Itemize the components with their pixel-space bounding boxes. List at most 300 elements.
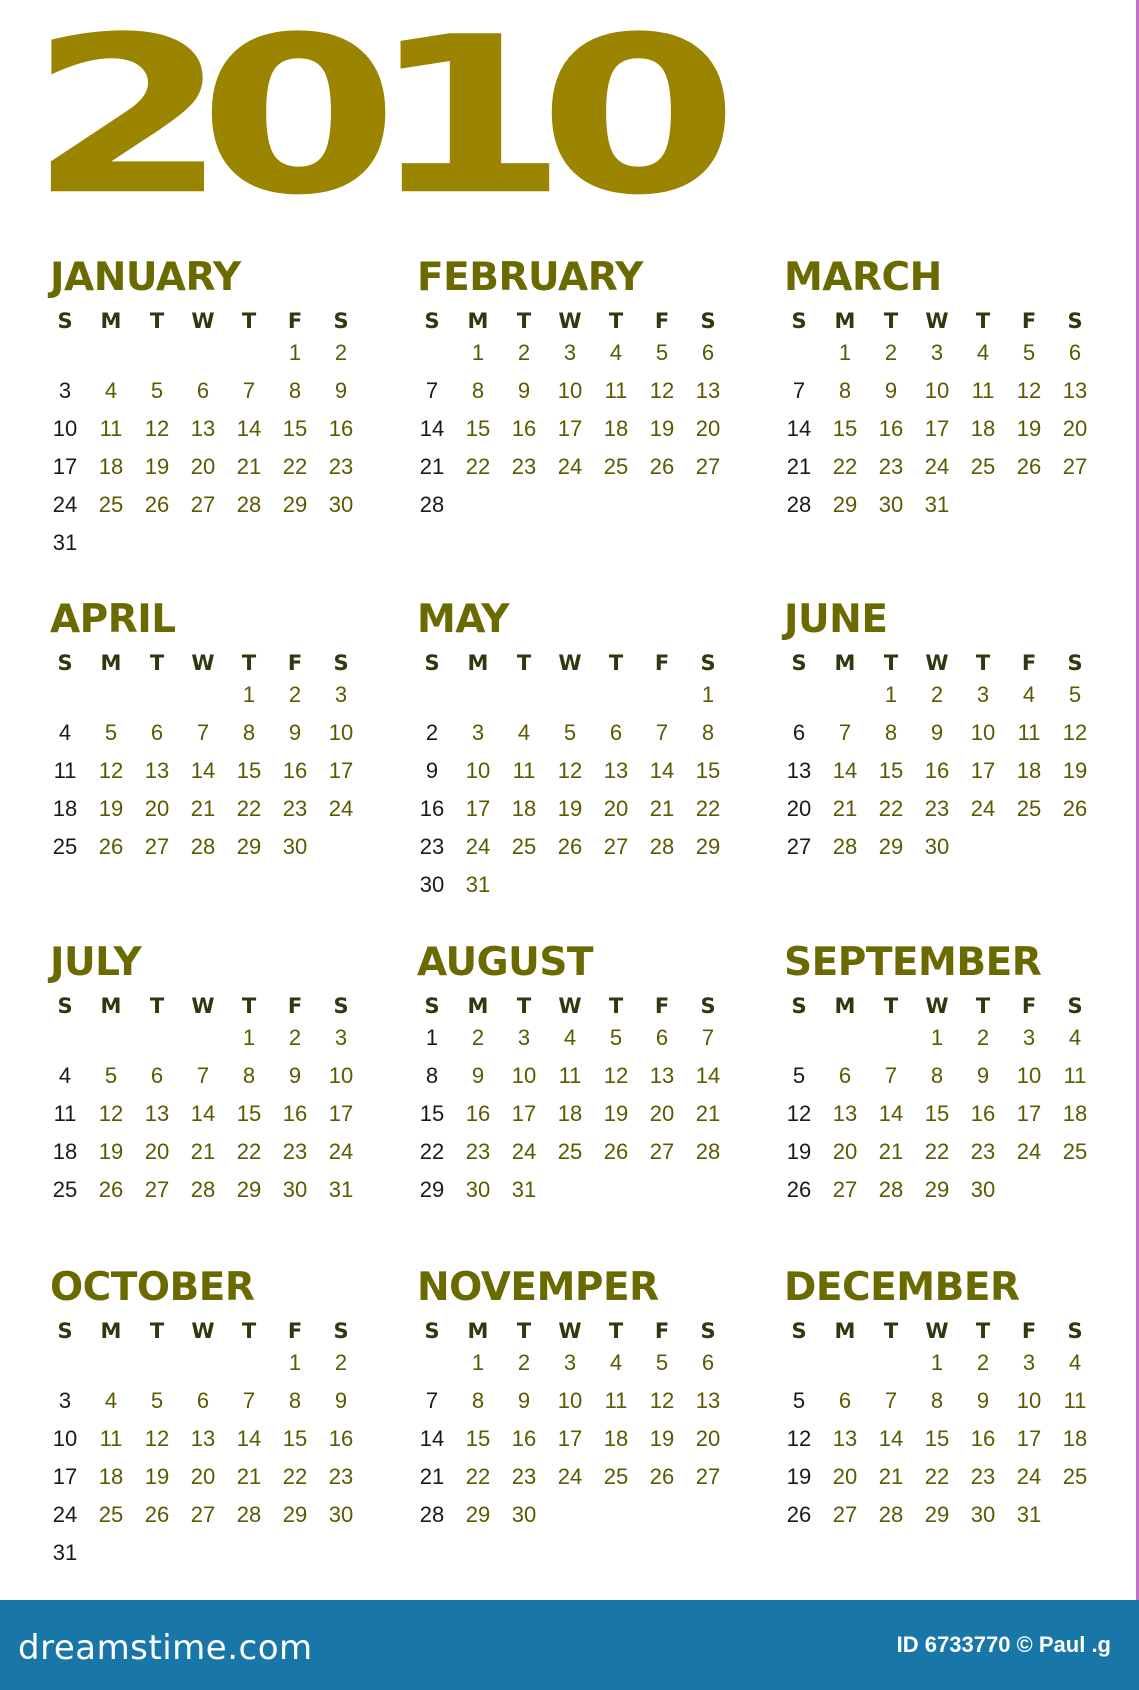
weekday-header: S: [791, 1319, 807, 1343]
day-cell: 12: [144, 416, 170, 441]
day-cell: 16: [970, 1101, 996, 1126]
weekday-header: S: [333, 309, 349, 333]
weekday-header: T: [883, 651, 899, 675]
day-cell: 17: [52, 454, 78, 479]
day-cell: 12: [649, 378, 675, 403]
day-cell: 25: [511, 834, 537, 859]
weekday-header: S: [700, 651, 716, 675]
day-cell: 18: [98, 1464, 124, 1489]
day-cell: 4: [1068, 1350, 1082, 1375]
day-cell: 10: [924, 378, 950, 403]
day-cell: 25: [98, 492, 124, 517]
weekday-header: M: [467, 309, 489, 333]
day-cell: 26: [144, 492, 170, 517]
day-cell: 26: [144, 1502, 170, 1527]
day-cell: 2: [425, 720, 439, 745]
day-cell: 15: [282, 1426, 308, 1451]
day-cell: 10: [557, 378, 583, 403]
day-cell: 23: [878, 454, 904, 479]
day-cell: 1: [242, 682, 256, 707]
weekday-header: W: [191, 1319, 215, 1343]
day-cell: 25: [52, 1177, 78, 1202]
month-name: JULY: [50, 940, 142, 985]
day-cell: 14: [419, 416, 445, 441]
day-cell: 26: [1062, 796, 1088, 821]
day-cell: 14: [695, 1063, 721, 1088]
day-cell: 9: [884, 378, 898, 403]
day-cell: 3: [58, 1388, 72, 1413]
day-cell: 2: [334, 1350, 348, 1375]
day-cell: 13: [832, 1101, 858, 1126]
day-cell: 25: [603, 1464, 629, 1489]
day-cell: 28: [878, 1502, 904, 1527]
day-cell: 15: [236, 1101, 262, 1126]
day-cell: 14: [878, 1426, 904, 1451]
day-cell: 8: [288, 378, 302, 403]
day-cell: 1: [288, 340, 302, 365]
day-cell: 16: [511, 1426, 537, 1451]
weekday-header: W: [191, 994, 215, 1018]
day-cell: 28: [649, 834, 675, 859]
day-cell: 10: [511, 1063, 537, 1088]
day-cell: 23: [511, 454, 537, 479]
day-cell: 1: [930, 1350, 944, 1375]
day-cell: 17: [970, 758, 996, 783]
weekday-header-row: [50, 1318, 370, 1344]
weekday-header: T: [149, 994, 165, 1018]
weekday-header: S: [424, 1319, 440, 1343]
day-cell: 8: [242, 1063, 256, 1088]
day-cell: 25: [1016, 796, 1042, 821]
day-cell: 11: [99, 1426, 123, 1451]
day-cell: 19: [1016, 416, 1042, 441]
day-cell: 12: [557, 758, 583, 783]
day-cell: 14: [419, 1426, 445, 1451]
day-cell: 30: [924, 834, 950, 859]
day-cell: 28: [190, 1177, 216, 1202]
day-cell: 10: [557, 1388, 583, 1413]
day-cell: 20: [1062, 416, 1088, 441]
weekday-header: T: [975, 651, 991, 675]
day-cell: 17: [465, 796, 491, 821]
day-cell: 16: [282, 1101, 308, 1126]
day-cell: 4: [58, 720, 72, 745]
day-cell: 3: [1022, 1025, 1036, 1050]
day-cell: 15: [695, 758, 721, 783]
month-name: OCTOBER: [50, 1265, 255, 1310]
weekday-header: W: [558, 651, 582, 675]
day-cell: 20: [190, 454, 216, 479]
weekday-header: T: [883, 994, 899, 1018]
day-cell: 13: [190, 1426, 216, 1451]
month-name: AUGUST: [417, 940, 594, 985]
weekday-header: F: [654, 994, 670, 1018]
day-cell: 13: [695, 1388, 721, 1413]
day-cell: 27: [603, 834, 629, 859]
watermark-bar: [0, 1600, 1139, 1690]
weekday-header: W: [925, 651, 949, 675]
weekday-header: M: [834, 651, 856, 675]
day-cell: 29: [236, 1177, 262, 1202]
day-cell: 2: [884, 340, 898, 365]
day-cell: 27: [144, 834, 170, 859]
weekday-header: T: [516, 309, 532, 333]
day-cell: 26: [786, 1177, 812, 1202]
day-cell: 8: [884, 720, 898, 745]
watermark-logo: dreamstime.com: [18, 1628, 313, 1668]
day-cell: 29: [465, 1502, 491, 1527]
day-cell: 5: [655, 340, 669, 365]
day-cell: 17: [328, 1101, 354, 1126]
day-cell: 8: [471, 1388, 485, 1413]
day-cell: 10: [970, 720, 996, 745]
day-cell: 1: [288, 1350, 302, 1375]
day-cell: 24: [557, 1464, 583, 1489]
day-cell: 4: [563, 1025, 577, 1050]
day-cell: 9: [471, 1063, 485, 1088]
weekday-header: M: [467, 1319, 489, 1343]
day-cell: 3: [976, 682, 990, 707]
weekday-header: S: [700, 1319, 716, 1343]
day-cell: 23: [511, 1464, 537, 1489]
day-cell: 29: [282, 1502, 308, 1527]
day-cell: 28: [190, 834, 216, 859]
day-cell: 16: [878, 416, 904, 441]
day-cell: 30: [878, 492, 904, 517]
day-cell: 14: [878, 1101, 904, 1126]
day-cell: 17: [1016, 1426, 1042, 1451]
day-cell: 22: [465, 454, 491, 479]
day-cell: 11: [1063, 1388, 1087, 1413]
day-cell: 10: [328, 720, 354, 745]
month-name: SEPTEMBER: [784, 940, 1042, 985]
day-cell: 2: [930, 682, 944, 707]
day-cell: 3: [334, 1025, 348, 1050]
day-cell: 10: [52, 416, 78, 441]
day-cell: 18: [52, 1139, 78, 1164]
day-cell: 14: [832, 758, 858, 783]
day-cell: 22: [419, 1139, 445, 1164]
weekday-header: F: [287, 1319, 303, 1343]
day-cell: 28: [832, 834, 858, 859]
day-cell: 27: [786, 834, 812, 859]
day-cell: 4: [104, 378, 118, 403]
day-cell: 27: [695, 1464, 721, 1489]
weekday-header: S: [1067, 1319, 1083, 1343]
day-cell: 3: [471, 720, 485, 745]
weekday-header: F: [1021, 651, 1037, 675]
weekday-header: T: [608, 994, 624, 1018]
day-cell: 9: [334, 378, 348, 403]
day-cell: 30: [282, 1177, 308, 1202]
weekday-header-row: [50, 308, 370, 334]
weekday-header: S: [57, 1319, 73, 1343]
day-cell: 7: [884, 1388, 898, 1413]
day-cell: 14: [190, 758, 216, 783]
day-cell: 1: [930, 1025, 944, 1050]
day-cell: 28: [878, 1177, 904, 1202]
day-cell: 19: [144, 454, 170, 479]
month-name: NOVEMPER: [417, 1265, 659, 1310]
day-cell: 7: [196, 1063, 210, 1088]
day-cell: 18: [557, 1101, 583, 1126]
weekday-header-row: [417, 993, 737, 1019]
day-cell: 15: [465, 1426, 491, 1451]
day-cell: 18: [1016, 758, 1042, 783]
month-name: APRIL: [50, 597, 176, 642]
day-cell: 26: [649, 1464, 675, 1489]
day-cell: 2: [517, 1350, 531, 1375]
day-cell: 15: [465, 416, 491, 441]
weekday-header: F: [1021, 994, 1037, 1018]
day-cell: 4: [1068, 1025, 1082, 1050]
day-cell: 25: [52, 834, 78, 859]
day-cell: 6: [701, 340, 715, 365]
day-cell: 29: [832, 492, 858, 517]
day-cell: 24: [52, 492, 78, 517]
day-cell: 6: [196, 378, 210, 403]
day-cell: 9: [930, 720, 944, 745]
day-cell: 13: [786, 758, 812, 783]
weekday-header-row: [784, 650, 1104, 676]
day-cell: 17: [557, 1426, 583, 1451]
day-cell: 25: [557, 1139, 583, 1164]
weekday-header: W: [558, 309, 582, 333]
day-cell: 7: [242, 378, 256, 403]
day-cell: 2: [288, 682, 302, 707]
day-cell: 17: [1016, 1101, 1042, 1126]
weekday-header: T: [883, 1319, 899, 1343]
day-cell: 24: [557, 454, 583, 479]
day-cell: 29: [419, 1177, 445, 1202]
day-cell: 22: [878, 796, 904, 821]
day-cell: 31: [52, 530, 78, 555]
day-cell: 23: [465, 1139, 491, 1164]
weekday-header: M: [834, 994, 856, 1018]
weekday-header: T: [149, 651, 165, 675]
day-cell: 4: [1022, 682, 1036, 707]
month-name: JANUARY: [50, 255, 241, 300]
day-cell: 10: [1016, 1388, 1042, 1413]
day-cell: 27: [695, 454, 721, 479]
day-cell: 15: [832, 416, 858, 441]
day-cell: 2: [976, 1025, 990, 1050]
day-cell: 25: [603, 454, 629, 479]
day-cell: 25: [1062, 1464, 1088, 1489]
day-cell: 21: [786, 454, 812, 479]
day-cell: 19: [1062, 758, 1088, 783]
day-cell: 30: [970, 1502, 996, 1527]
day-cell: 28: [236, 1502, 262, 1527]
weekday-header: W: [191, 309, 215, 333]
weekday-header: F: [1021, 1319, 1037, 1343]
day-cell: 18: [603, 416, 629, 441]
day-cell: 19: [786, 1139, 812, 1164]
day-cell: 5: [563, 720, 577, 745]
weekday-header: F: [654, 1319, 670, 1343]
weekday-header: S: [333, 994, 349, 1018]
weekday-header: F: [654, 309, 670, 333]
day-cell: 11: [558, 1063, 582, 1088]
day-cell: 20: [649, 1101, 675, 1126]
day-cell: 30: [970, 1177, 996, 1202]
day-cell: 8: [930, 1388, 944, 1413]
day-cell: 21: [832, 796, 858, 821]
day-cell: 31: [511, 1177, 537, 1202]
weekday-header: T: [241, 1319, 257, 1343]
day-cell: 24: [465, 834, 491, 859]
day-cell: 4: [609, 340, 623, 365]
day-cell: 23: [970, 1139, 996, 1164]
day-cell: 9: [334, 1388, 348, 1413]
weekday-header: W: [925, 994, 949, 1018]
day-cell: 21: [419, 1464, 445, 1489]
weekday-header: W: [925, 309, 949, 333]
day-cell: 11: [53, 1101, 77, 1126]
day-cell: 24: [52, 1502, 78, 1527]
weekday-header: T: [975, 994, 991, 1018]
weekday-header: S: [57, 994, 73, 1018]
day-cell: 11: [971, 378, 995, 403]
weekday-header: T: [241, 309, 257, 333]
day-cell: 8: [425, 1063, 439, 1088]
day-cell: 22: [282, 1464, 308, 1489]
weekday-header: T: [608, 1319, 624, 1343]
day-cell: 5: [792, 1388, 806, 1413]
day-cell: 22: [236, 796, 262, 821]
day-cell: 21: [190, 1139, 216, 1164]
day-cell: 22: [236, 1139, 262, 1164]
day-cell: 18: [970, 416, 996, 441]
day-cell: 23: [328, 454, 354, 479]
day-cell: 29: [282, 492, 308, 517]
day-cell: 22: [465, 1464, 491, 1489]
day-cell: 2: [517, 340, 531, 365]
weekday-header: S: [791, 651, 807, 675]
day-cell: 22: [924, 1139, 950, 1164]
day-cell: 10: [1016, 1063, 1042, 1088]
weekday-header: F: [1021, 309, 1037, 333]
day-cell: 20: [144, 1139, 170, 1164]
day-cell: 6: [701, 1350, 715, 1375]
day-cell: 13: [144, 1101, 170, 1126]
weekday-header: F: [287, 651, 303, 675]
day-cell: 28: [695, 1139, 721, 1164]
day-cell: 7: [884, 1063, 898, 1088]
day-cell: 5: [792, 1063, 806, 1088]
day-cell: 4: [517, 720, 531, 745]
day-cell: 19: [98, 1139, 124, 1164]
day-cell: 1: [701, 682, 715, 707]
weekday-header-row: [784, 308, 1104, 334]
day-cell: 24: [924, 454, 950, 479]
day-cell: 15: [878, 758, 904, 783]
day-cell: 3: [334, 682, 348, 707]
day-cell: 6: [1068, 340, 1082, 365]
day-cell: 3: [930, 340, 944, 365]
day-cell: 21: [878, 1464, 904, 1489]
day-cell: 2: [288, 1025, 302, 1050]
day-cell: 1: [884, 682, 898, 707]
day-cell: 25: [1062, 1139, 1088, 1164]
day-cell: 25: [98, 1502, 124, 1527]
day-cell: 27: [190, 1502, 216, 1527]
day-cell: 4: [976, 340, 990, 365]
image-credit: ID 6733770 © Paul .g: [896, 1632, 1111, 1657]
day-cell: 12: [649, 1388, 675, 1413]
weekday-header: T: [608, 651, 624, 675]
day-cell: 20: [144, 796, 170, 821]
day-cell: 22: [832, 454, 858, 479]
weekday-header: T: [883, 309, 899, 333]
day-cell: 30: [282, 834, 308, 859]
day-cell: 21: [236, 1464, 262, 1489]
day-cell: 5: [150, 378, 164, 403]
day-cell: 26: [786, 1502, 812, 1527]
day-cell: 13: [603, 758, 629, 783]
day-cell: 7: [425, 1388, 439, 1413]
day-cell: 29: [236, 834, 262, 859]
day-cell: 3: [1022, 1350, 1036, 1375]
day-cell: 7: [425, 378, 439, 403]
day-cell: 12: [1062, 720, 1088, 745]
weekday-header: M: [467, 651, 489, 675]
weekday-header: T: [516, 1319, 532, 1343]
weekday-header-row: [50, 650, 370, 676]
day-cell: 27: [144, 1177, 170, 1202]
day-cell: 15: [924, 1426, 950, 1451]
month-name: MARCH: [784, 255, 942, 300]
weekday-header: S: [424, 309, 440, 333]
day-cell: 9: [517, 1388, 531, 1413]
weekday-header: T: [608, 309, 624, 333]
day-cell: 9: [976, 1063, 990, 1088]
day-cell: 27: [1062, 454, 1088, 479]
day-cell: 28: [786, 492, 812, 517]
day-cell: 9: [517, 378, 531, 403]
day-cell: 11: [1063, 1063, 1087, 1088]
day-cell: 17: [924, 416, 950, 441]
day-cell: 13: [190, 416, 216, 441]
day-cell: 1: [425, 1025, 439, 1050]
month-name: DECEMBER: [784, 1265, 1020, 1310]
day-cell: 15: [282, 416, 308, 441]
day-cell: 26: [603, 1139, 629, 1164]
day-cell: 14: [649, 758, 675, 783]
day-cell: 28: [419, 492, 445, 517]
weekday-header: T: [149, 1319, 165, 1343]
day-cell: 23: [924, 796, 950, 821]
day-cell: 17: [511, 1101, 537, 1126]
day-cell: 29: [695, 834, 721, 859]
day-cell: 2: [334, 340, 348, 365]
day-cell: 11: [99, 416, 123, 441]
day-cell: 10: [465, 758, 491, 783]
weekday-header: S: [700, 309, 716, 333]
weekday-header: S: [57, 651, 73, 675]
day-cell: 15: [419, 1101, 445, 1126]
day-cell: 1: [242, 1025, 256, 1050]
day-cell: 14: [236, 1426, 262, 1451]
weekday-header: M: [467, 994, 489, 1018]
weekday-header: M: [100, 1319, 122, 1343]
day-cell: 20: [786, 796, 812, 821]
day-cell: 13: [832, 1426, 858, 1451]
day-cell: 19: [649, 416, 675, 441]
day-cell: 19: [786, 1464, 812, 1489]
day-cell: 23: [970, 1464, 996, 1489]
day-cell: 9: [425, 758, 439, 783]
